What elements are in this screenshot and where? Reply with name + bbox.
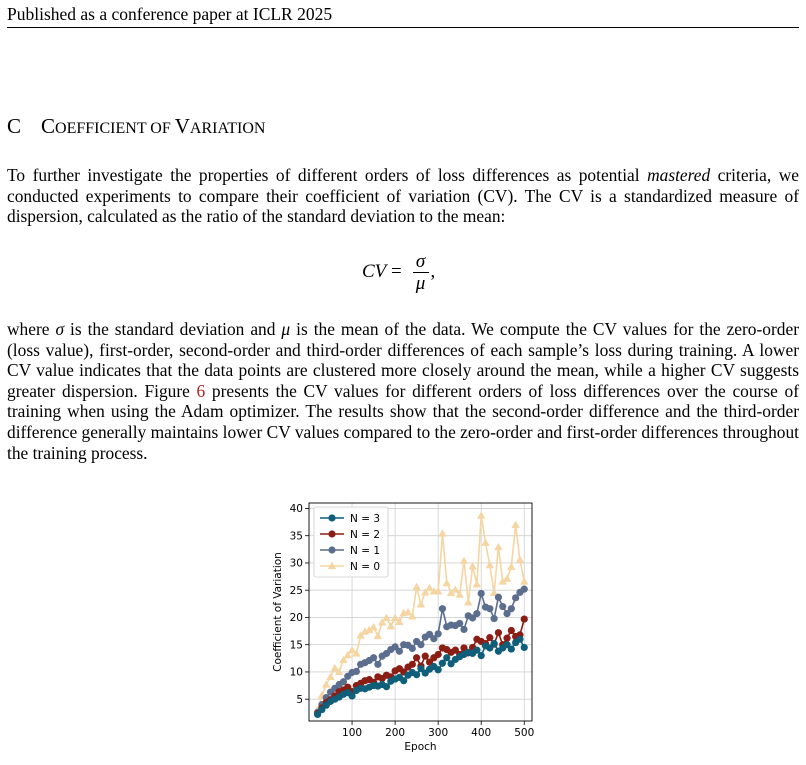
data-point-marker (435, 651, 442, 658)
section-title-part: C (41, 114, 56, 138)
data-point-marker (413, 654, 420, 661)
data-point-marker (456, 620, 463, 627)
data-point-marker (507, 563, 515, 570)
data-point-marker (481, 539, 489, 546)
legend-marker (328, 530, 335, 537)
y-tick-label: 20 (289, 612, 303, 625)
data-point-marker (387, 622, 395, 629)
data-point-marker (508, 605, 515, 612)
data-point-marker (369, 623, 377, 630)
data-point-marker (486, 634, 493, 641)
para1-text-after: criteria, we conducted experiments to compare their coefficient of variation (CV). The CV is a standardized measure of dispersion, calculated as the ratio of the standard deviation to the mean: (7, 165, 799, 227)
data-point-marker (326, 673, 334, 680)
cv-line-chart (262, 495, 547, 760)
data-point-marker (473, 580, 481, 587)
y-tick-label: 5 (296, 693, 303, 706)
data-point-marker (464, 598, 472, 605)
data-point-marker (503, 575, 511, 582)
x-tick-label: 400 (471, 727, 492, 739)
x-tick-label: 200 (385, 727, 406, 739)
legend-label: N = 0 (350, 560, 381, 573)
x-tick-label: 100 (342, 727, 363, 739)
symbol-mu: μ (281, 319, 291, 339)
para2-text-3: is the mean of the data. We compute the CV values for the zero-order (loss value), first-order, second-order and third-order differences of each sample’s loss during training. A lower CV value indicates that the data points are clustered more closely around the mean, while a higher CV suggests greater dispersion. Figure (7, 319, 799, 401)
paragraph-explanation (7, 319, 799, 463)
data-point-marker (495, 629, 502, 636)
y-tick-label: 15 (289, 639, 303, 652)
data-point-marker (435, 630, 442, 637)
para2-text-2: is the standard deviation and (64, 319, 282, 339)
data-point-marker (322, 680, 330, 687)
y-tick-label: 40 (289, 503, 303, 516)
figure-reference-link[interactable]: 6 (196, 380, 206, 401)
data-point-marker (409, 645, 416, 652)
data-point-marker (521, 644, 528, 651)
data-point-marker (451, 585, 459, 592)
data-point-marker (486, 605, 493, 612)
y-tick-label: 25 (289, 584, 303, 597)
equation-equals: = (386, 261, 407, 282)
symbol-sigma: σ (55, 319, 65, 339)
data-point-marker (439, 605, 446, 612)
legend-label: N = 1 (350, 544, 381, 557)
legend-label: N = 3 (350, 512, 381, 525)
data-point-marker (417, 641, 424, 648)
figure-cv-chart (262, 495, 547, 765)
data-point-marker (409, 661, 416, 668)
equation-comma: , (430, 261, 436, 282)
equation-lhs: CV (362, 261, 387, 282)
running-header: Published as a conference paper at ICLR 2025 (7, 4, 333, 24)
data-point-marker (374, 632, 382, 639)
equation-denominator: μ (415, 272, 426, 294)
data-point-marker (508, 627, 515, 634)
data-point-marker (477, 511, 485, 518)
data-point-marker (353, 668, 360, 675)
para1-text-before: To further investigate the properties of different orders of loss differences as potential (7, 165, 648, 185)
data-point-marker (486, 561, 494, 568)
y-axis-label: Coefficient of Variation (272, 552, 284, 672)
section-title-part: OEFFICIENT OF (55, 120, 175, 137)
legend-label: N = 2 (350, 528, 381, 541)
emphasis-mastered: mastered (647, 165, 711, 185)
equation-cv (0, 247, 806, 297)
data-point-marker (491, 615, 498, 622)
data-point-marker (516, 636, 523, 643)
data-point-marker (478, 590, 485, 597)
data-point-marker (443, 654, 450, 661)
data-point-marker (417, 600, 425, 607)
header-rule (7, 27, 799, 28)
section-title (7, 114, 265, 139)
paragraph-intro (7, 165, 799, 227)
para2-text-1: where (7, 319, 56, 339)
legend-marker (328, 514, 335, 521)
data-point-marker (422, 653, 429, 660)
data-point-marker (499, 603, 506, 610)
y-tick-label: 30 (289, 557, 303, 570)
y-tick-label: 10 (289, 666, 303, 679)
para2-text-4: presents the CV values for different orders of loss differences over the course of training when using the Adam optimizer. The results show that the second-order difference and the third-order difference generally maintains lower CV values compared to the zero-order and first-order differences throughout the training process. (7, 380, 799, 463)
data-point-marker (413, 671, 420, 678)
data-point-marker (460, 557, 468, 564)
data-point-marker (473, 610, 480, 617)
data-point-marker (495, 594, 502, 601)
x-tick-label: 500 (514, 727, 535, 739)
data-point-marker (374, 661, 381, 668)
data-point-marker (438, 529, 446, 536)
data-point-marker (478, 652, 485, 659)
section-title-part: ARIATION (189, 120, 266, 137)
data-point-marker (412, 583, 420, 590)
data-point-marker (370, 654, 377, 661)
section-title-text (41, 114, 265, 138)
data-point-marker (521, 586, 528, 593)
data-point-marker (435, 666, 442, 673)
x-tick-label: 300 (428, 727, 449, 739)
section-number: C (7, 114, 22, 138)
data-point-marker (460, 626, 467, 633)
data-point-marker (508, 645, 515, 652)
data-point-marker (494, 543, 502, 550)
data-point-marker (503, 635, 510, 642)
equation-numerator: σ (415, 250, 426, 272)
data-point-marker (511, 521, 519, 528)
y-tick-label: 35 (289, 530, 303, 543)
equation-fraction (413, 251, 429, 294)
legend-marker (328, 546, 335, 553)
section-title-part: V (174, 114, 190, 138)
x-axis-label: Epoch (404, 741, 437, 753)
data-point-marker (520, 577, 528, 584)
data-point-marker (516, 555, 524, 562)
data-point-marker (521, 615, 528, 622)
data-point-marker (396, 648, 403, 655)
data-point-marker (443, 579, 451, 586)
data-point-marker (491, 640, 498, 647)
